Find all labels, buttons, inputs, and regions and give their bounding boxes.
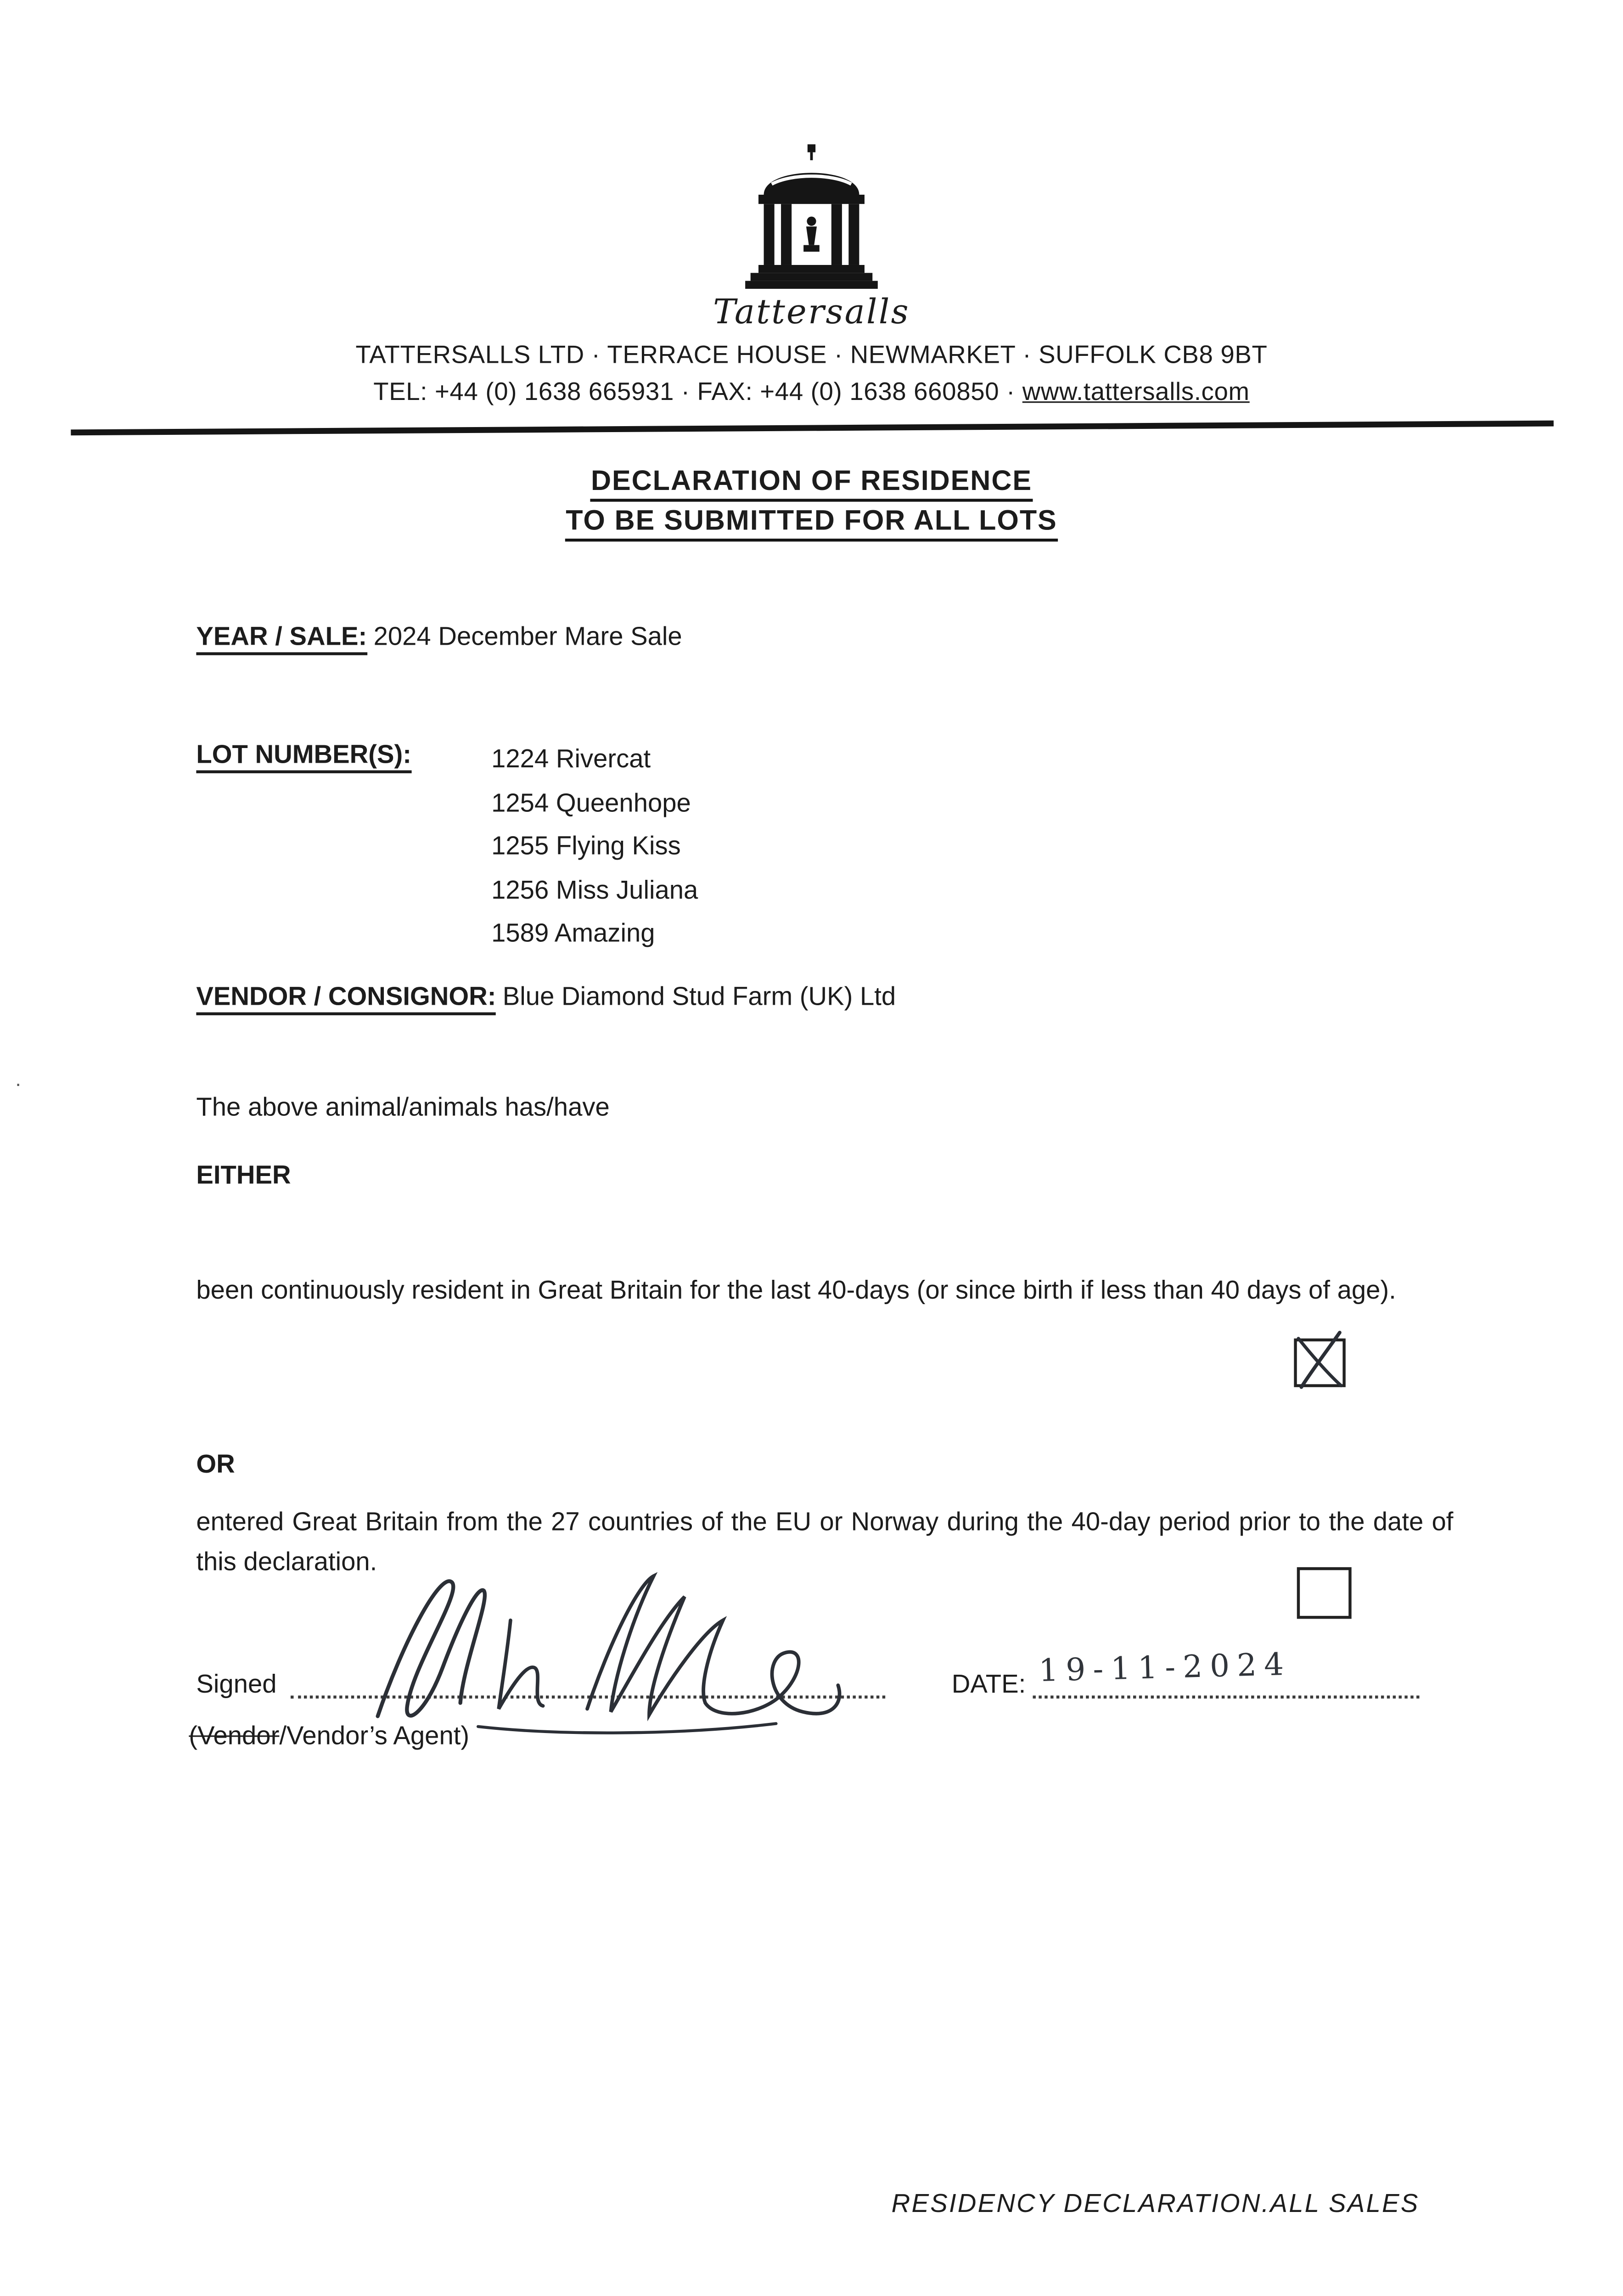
document-title-line2: TO BE SUBMITTED FOR ALL LOTS	[0, 506, 1623, 539]
year-sale-label: YEAR / SALE:	[196, 621, 367, 655]
vendor-agent-note	[189, 1716, 469, 1756]
date-dotted-line	[1033, 1694, 1420, 1699]
lot-item: 1256 Miss Juliana	[491, 874, 698, 904]
handwritten-x-icon	[1297, 1341, 1343, 1384]
monument-icon	[745, 142, 878, 298]
vendor-row	[196, 981, 896, 1012]
lot-item: 1254 Queenhope	[491, 787, 691, 817]
handwritten-signature	[337, 1561, 853, 1739]
footer-doc-reference: RESIDENCY DECLARATION.ALL SALES	[891, 2188, 1420, 2218]
or-clause: entered Great Britain from the 27 countries of the EU or Norway during the 40-day period prior to the date of this declaration.	[196, 1507, 1454, 1576]
lot-item: 1589 Amazing	[491, 917, 655, 948]
tel-fax-text: TEL: +44 (0) 1638 665931 · FAX: +44 (0) 1638 660850 ·	[373, 377, 1022, 406]
brand-name: Tattersalls	[713, 293, 910, 332]
address-line: TATTERSALLS LTD · TERRACE HOUSE · NEWMARKET · SUFFOLK CB8 9BT	[355, 341, 1268, 369]
document-title-line1: DECLARATION OF RESIDENCE	[0, 466, 1623, 499]
vendor-struck-text: (Vendor	[189, 1721, 280, 1750]
date-label: DATE:	[951, 1669, 1026, 1699]
lot-numbers-label: LOT NUMBER(S):	[196, 739, 411, 770]
header-divider	[71, 421, 1554, 435]
year-sale-value: 2024 December Mare Sale	[373, 621, 682, 651]
handwritten-date: 19-11-2024	[1038, 1646, 1292, 1689]
signed-label: Signed	[196, 1669, 277, 1699]
either-checkbox	[1294, 1339, 1345, 1387]
lot-item: 1255 Flying Kiss	[491, 831, 681, 861]
vendor-value: Blue Diamond Stud Farm (UK) Ltd	[502, 981, 896, 1011]
tattersalls-logo	[745, 142, 878, 298]
year-sale-row	[196, 621, 682, 652]
either-label: EITHER	[196, 1159, 291, 1190]
vendor-agent-rest: /Vendor’s Agent)	[279, 1721, 470, 1750]
website-link: www.tattersalls.com	[1022, 377, 1250, 406]
intro-text: The above animal/animals has/have	[196, 1092, 610, 1122]
contact-line	[0, 378, 1623, 407]
lot-item: 1224 Rivercat	[491, 743, 651, 773]
either-clause: been continuously resident in Great Britain for the last 40-days (or since birth if less than 40 days of age).	[196, 1275, 1396, 1305]
or-label: OR	[196, 1449, 235, 1479]
scan-artifact: ·	[15, 1071, 22, 1095]
vendor-label: VENDOR / CONSIGNOR:	[196, 981, 496, 1015]
lot-numbers-list	[491, 738, 698, 956]
or-checkbox	[1297, 1567, 1352, 1619]
